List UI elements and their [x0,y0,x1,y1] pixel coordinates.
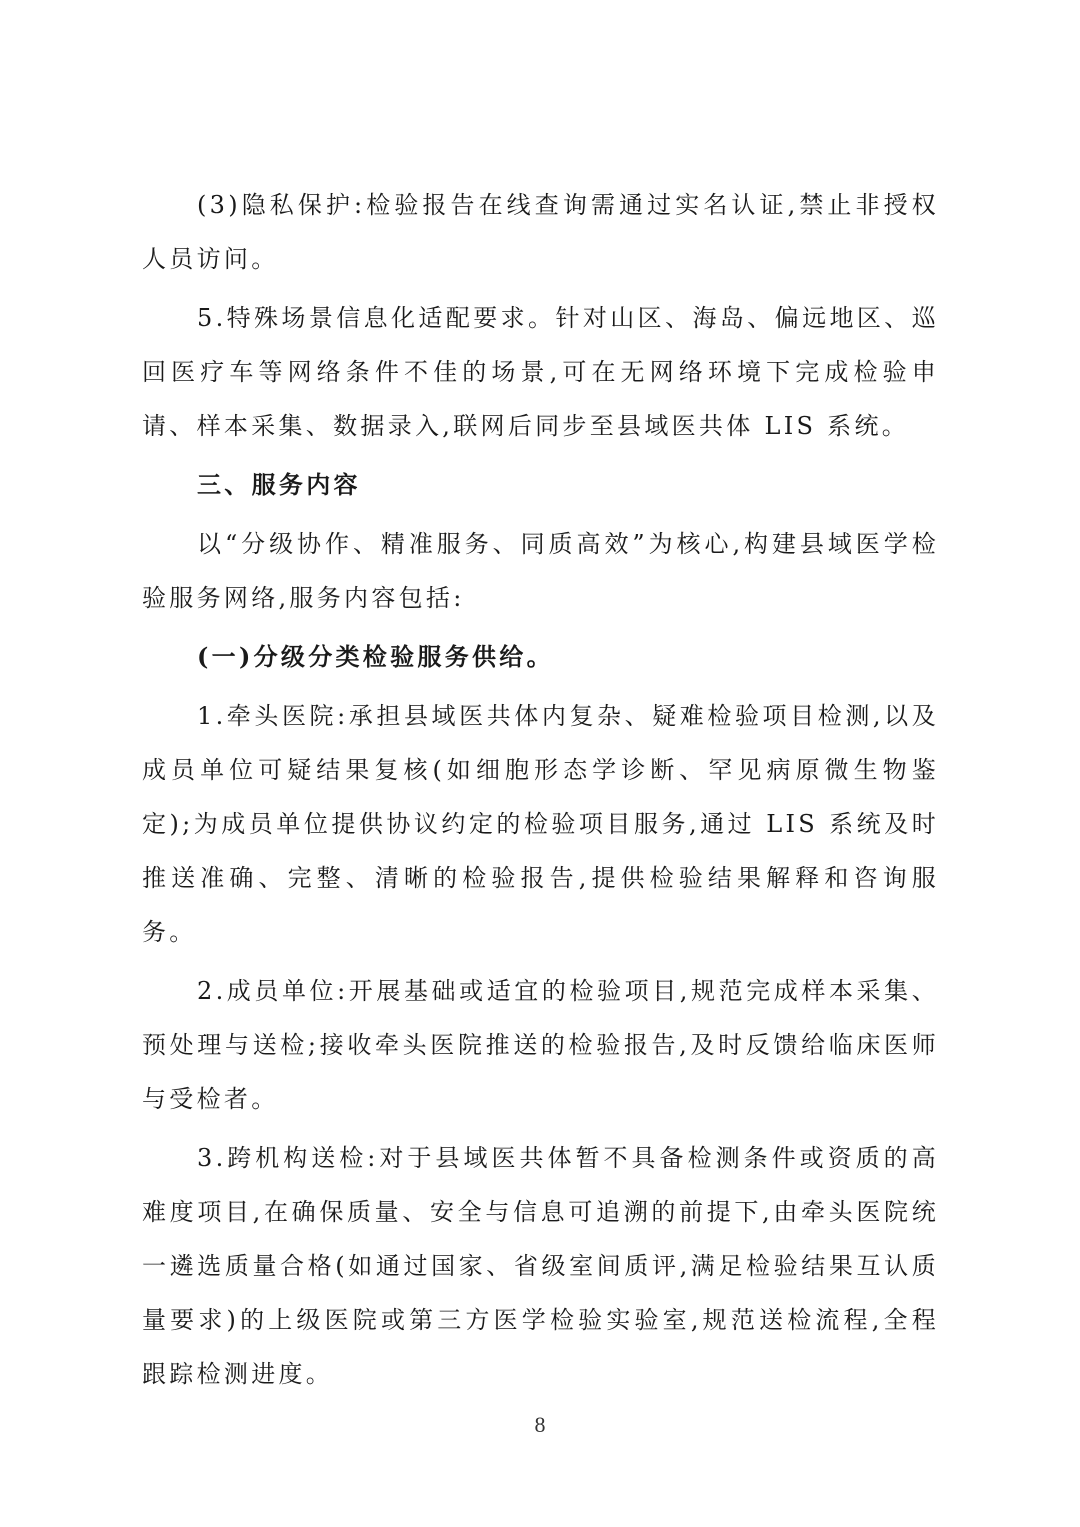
paragraph-service-intro: 以“分级协作、精准服务、同质高效”为核心,构建县域医学检验服务网络,服务内容包括: [142,530,939,612]
paragraph-member-units: 2.成员单位:开展基础或适宜的检验项目,规范完成样本采集、预处理与送检;接收牵头医院推送的检验报告,及时反馈给临床医师与受检者。 [142,977,939,1113]
paragraph-special-scenarios: 5.特殊场景信息化适配要求。针对山区、海岛、偏远地区、巡回医疗车等网络条件不佳的场景,可在无网络环境下完成检验申请、样本采集、数据录入,联网后同步至县域医共体 LIS 系统。 [142,304,939,440]
paragraph-cross-institution: 3.跨机构送检:对于县域医共体暂不具备检测条件或资质的高难度项目,在确保质量、安全与信息可追溯的前提下,由牵头医院统一遴选质量合格(如通过国家、省级室间质评,满足检验结果互认质量要求)的上级医院或第三方医学检验实验室,规范送检流程,全程跟踪检测进度。 [142,1144,939,1388]
body-text [142,178,939,1406]
page-number: 8 [534,1412,546,1437]
paragraph-lead-hospital: 1.牵头医院:承担县域医共体内复杂、疑难检验项目检测,以及成员单位可疑结果复核(如细胞形态学诊断、罕见病原微生物鉴定);为成员单位提供协议约定的检验项目服务,通过 LIS 系统及时推送准确、完整、清晰的检验报告,提供检验结果解释和咨询服务。 [142,702,939,946]
section-heading-service-content: 三、服务内容 [197,471,361,499]
subheading-tiered-service: (一)分级分类检验服务供给。 [197,642,554,671]
paragraph-privacy: (3)隐私保护:检验报告在线查询需通过实名认证,禁止非授权人员访问。 [142,191,939,273]
